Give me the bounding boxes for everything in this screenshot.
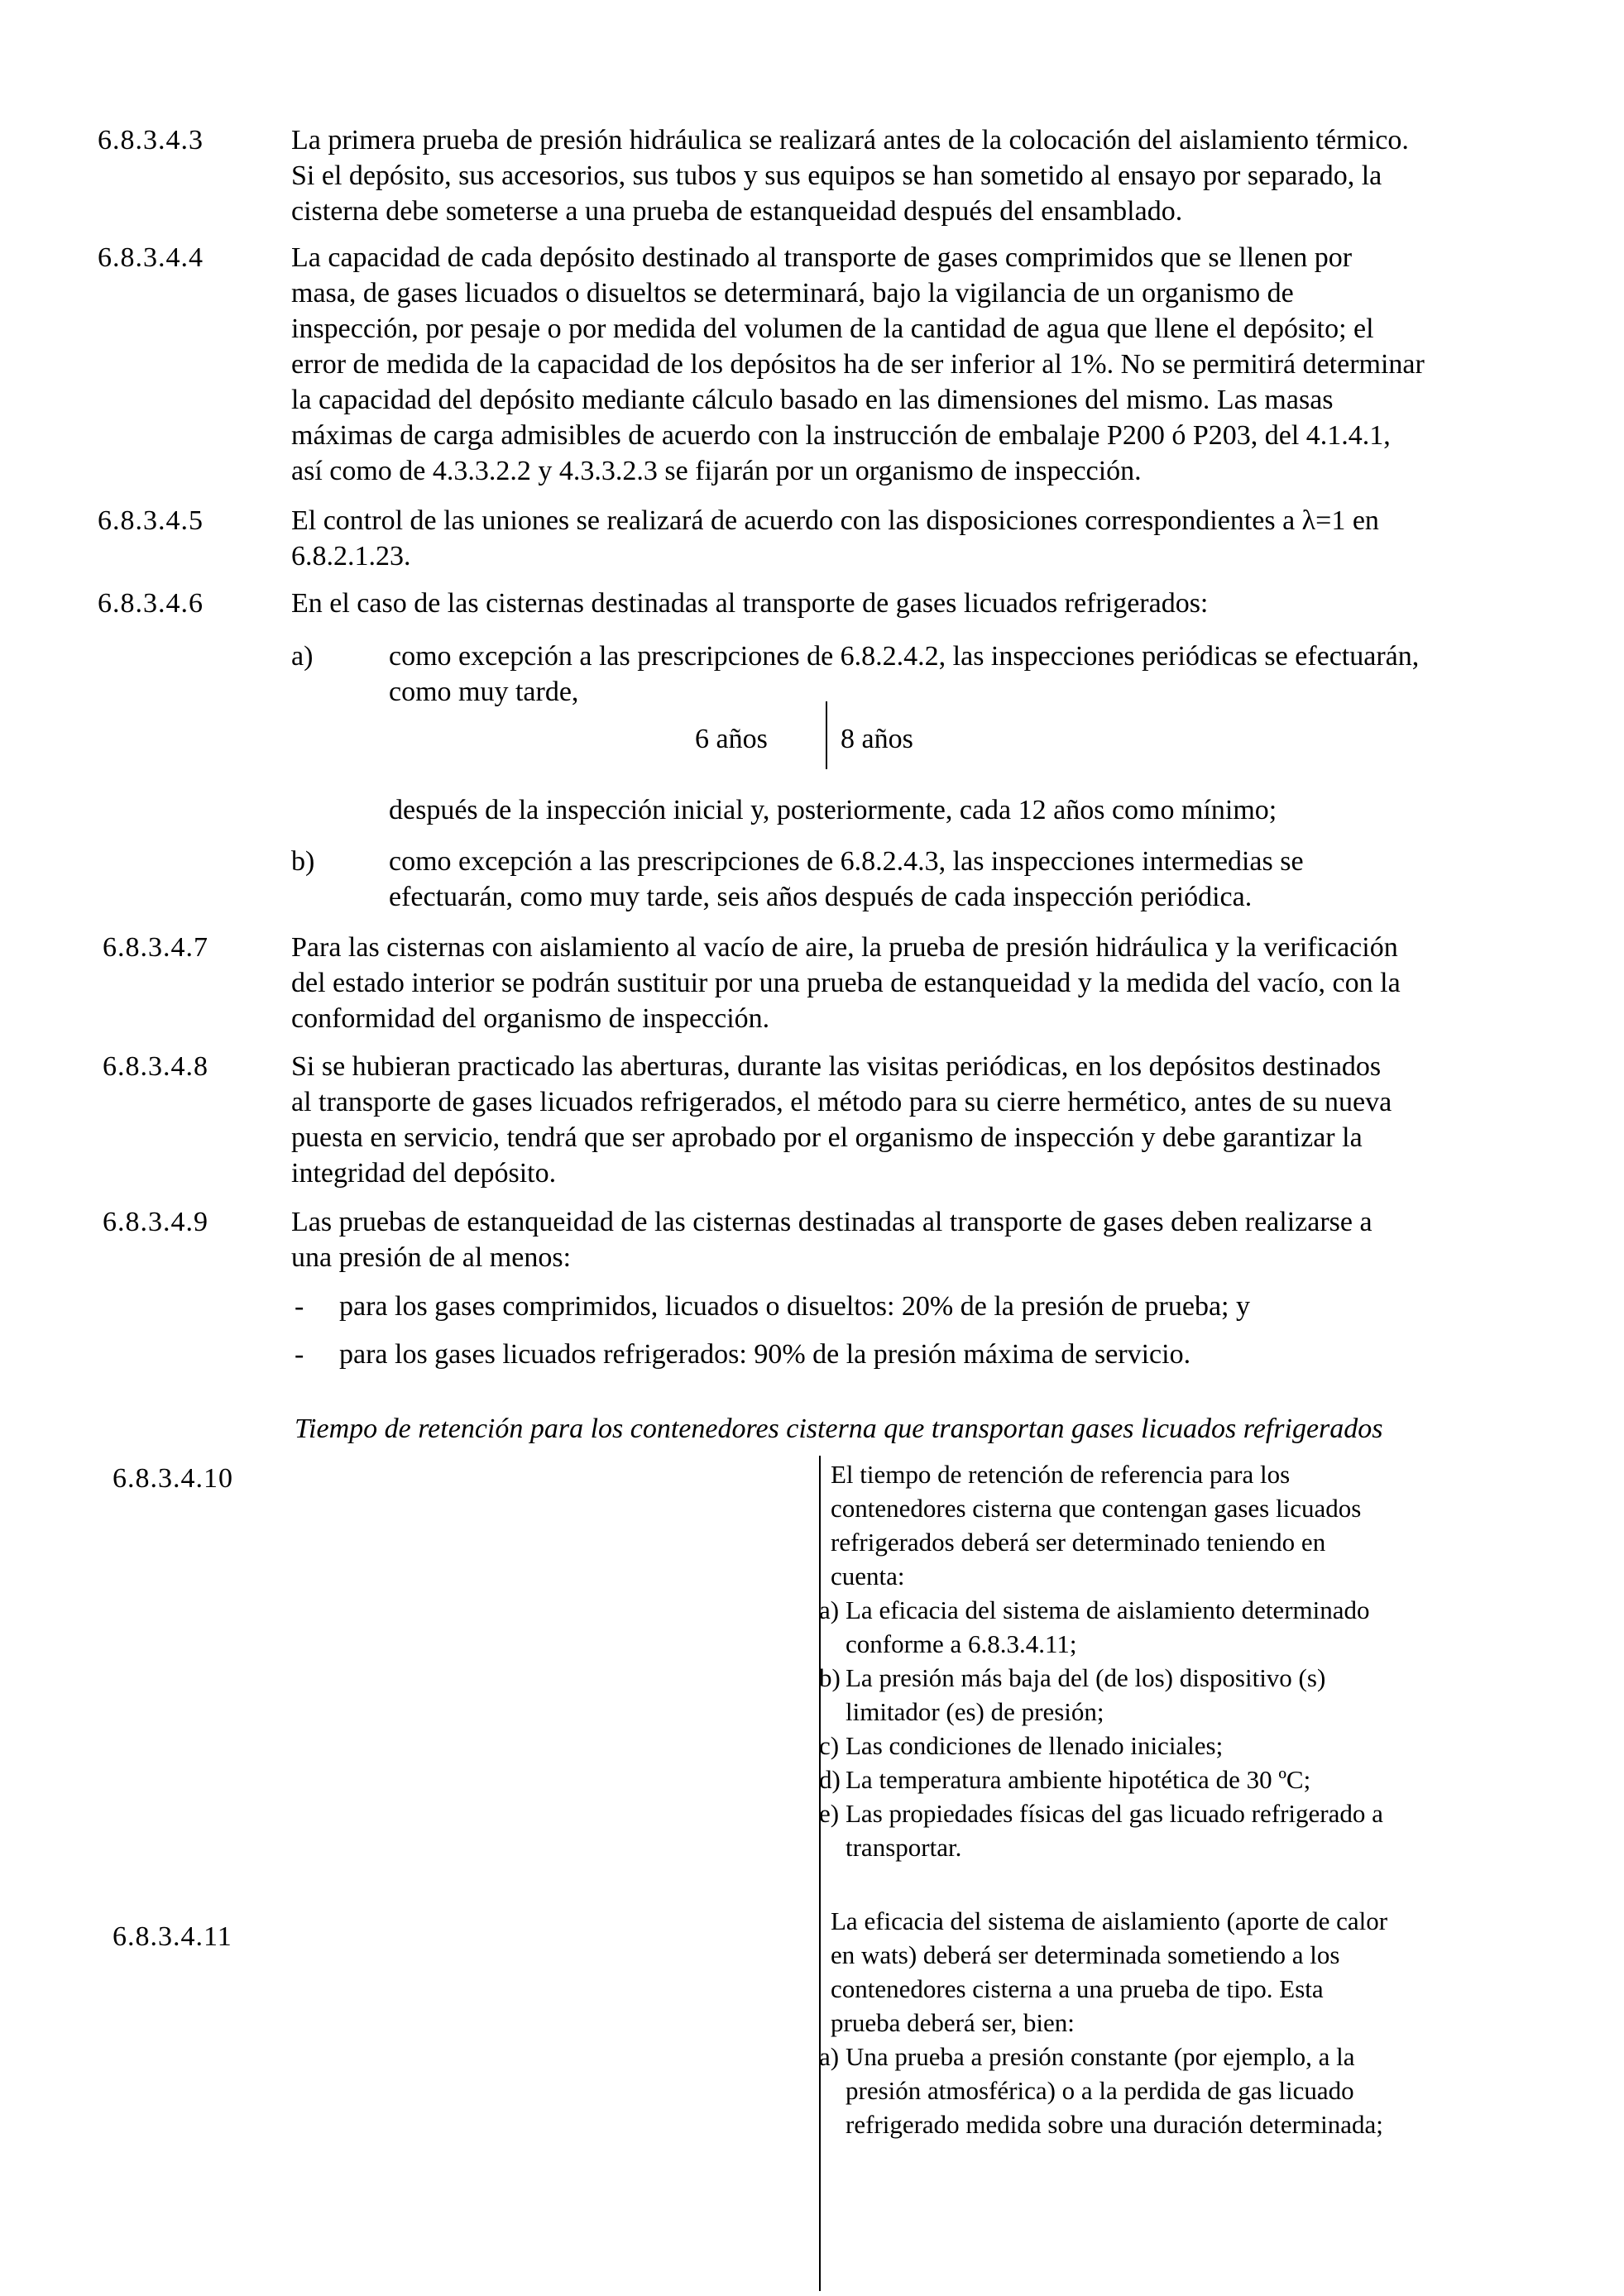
section-number: 6.8.3.4.6: [98, 588, 204, 619]
text-line: Las condiciones de llenado iniciales;: [846, 1731, 1224, 1760]
list-item-text: [846, 1661, 1464, 1729]
text-line: la capacidad del depósito mediante cálculo basado en las dimensiones del mismo. Las masas: [291, 385, 1334, 415]
section-number: 6.8.3.4.4: [98, 242, 204, 273]
text-line: conformidad del organismo de inspección.: [291, 1003, 770, 1034]
text-line: como excepción a las prescripciones de 6.8.2.4.3, las inspecciones intermedias se: [389, 846, 1304, 877]
text-line: Para las cisternas con aislamiento al vacío de aire, la prueba de presión hidráulica y la verificación: [291, 932, 1398, 963]
text-line: La eficacia del sistema de aislamiento determinado: [846, 1595, 1370, 1624]
text-line: La primera prueba de presión hidráulica se realizará antes de la colocación del aislamiento térmico.: [291, 125, 1409, 155]
text-line: Las pruebas de estanqueidad de las cisternas destinadas al transporte de gases deben realizarse a: [291, 1207, 1372, 1237]
text-line: inspección, por pesaje o por medida del volumen de la cantidad de agua que llene el depósito; el: [291, 313, 1374, 344]
list-label: a): [819, 2042, 840, 2071]
list-label: c): [819, 1731, 840, 1760]
column-rule: [819, 1456, 821, 2291]
text-line: así como de 4.3.3.2.2 y 4.3.3.2.3 se fijarán por un organismo de inspección.: [291, 456, 1142, 486]
bullet-item: para los gases licuados refrigerados: 90% de la presión máxima de servicio.: [339, 1339, 1191, 1370]
list-item-text: [846, 1796, 1464, 1864]
section-number: 6.8.3.4.3: [98, 125, 204, 155]
text-line: contenedores cisterna que contengan gases licuados: [831, 1494, 1362, 1523]
subheading: Tiempo de retención para los contenedores cisterna que transportan gases licuados refrigerados: [295, 1413, 1383, 1444]
paragraph: [831, 1457, 1464, 1593]
text-line: puesta en servicio, tendrá que ser aprobado por el organismo de inspección y debe garantizar la: [291, 1122, 1363, 1153]
text-line: una presión de al menos:: [291, 1242, 572, 1273]
text-line: prueba deberá ser, bien:: [831, 2008, 1075, 2037]
text-line: error de medida de la capacidad de los depósitos ha de ser inferior al 1%. No se permitirá determinar: [291, 349, 1425, 380]
text-line: Las propiedades físicas del gas licuado refrigerado a: [846, 1799, 1383, 1828]
text-line: Una prueba a presión constante (por ejemplo, a la: [846, 2042, 1355, 2071]
list-item-text: [846, 1729, 1464, 1763]
section-text: [291, 122, 1479, 229]
list-label: b): [291, 846, 315, 877]
text-line: Si el depósito, sus accesorios, sus tubos y sus equipos se han sometido al ensayo por separado, la: [291, 160, 1382, 191]
text-line: contenedores cisterna a una prueba de tipo. Esta: [831, 1974, 1324, 2003]
bullet-dash: -: [295, 1339, 304, 1370]
text-line: La capacidad de cada depósito destinado al transporte de gases comprimidos que se llenen por: [291, 242, 1353, 273]
section-number: 6.8.3.4.7: [103, 932, 208, 963]
text-line: presión atmosférica) o a la perdida de gas licuado: [846, 2076, 1354, 2105]
bullet-item: para los gases comprimidos, licuados o disueltos: 20% de la presión de prueba; y: [339, 1291, 1250, 1322]
list-label: a): [291, 641, 314, 672]
text-line: en wats) deberá ser determinada sometiendo a los: [831, 1940, 1340, 1969]
section-text: [291, 503, 1479, 574]
text-line: del estado interior se podrán sustituir por una prueba de estanqueidad y la medida del vacío, con la: [291, 968, 1401, 998]
section-intro: En el caso de las cisternas destinadas al transporte de gases licuados refrigerados:: [291, 588, 1209, 619]
text-line: transportar.: [846, 1833, 962, 1862]
text-line: máximas de carga admisibles de acuerdo con la instrucción de embalaje P200 ó P203, del 4.1.4.1,: [291, 420, 1391, 451]
years-left: 6 años: [695, 724, 768, 754]
list-item-text: [846, 2040, 1464, 2141]
years-right: 8 años: [841, 724, 913, 754]
text-line: El control de las uniones se realizará de acuerdo con las disposiciones correspondientes a λ=1 en: [291, 505, 1379, 536]
text-line: integridad del depósito.: [291, 1158, 557, 1189]
text-line: cisterna debe someterse a una prueba de estanqueidad después del ensamblado.: [291, 196, 1183, 227]
bullet-dash: -: [295, 1291, 304, 1322]
text-line: limitador (es) de presión;: [846, 1697, 1104, 1726]
section-text: [291, 240, 1479, 489]
text-line: refrigerado medida sobre una duración determinada;: [846, 2110, 1383, 2139]
list-label: b): [819, 1663, 841, 1692]
text-line: como muy tarde,: [389, 677, 579, 707]
text-line: al transporte de gases licuados refrigerados, el método para su cierre hermético, antes de su nueva: [291, 1087, 1392, 1117]
text-line: efectuarán, como muy tarde, seis años después de cada inspección periódica.: [389, 882, 1253, 912]
text-line: La eficacia del sistema de aislamiento (aporte de calor: [831, 1906, 1388, 1935]
text-line: como excepción a las prescripciones de 6.8.2.4.2, las inspecciones periódicas se efectuarán,: [389, 641, 1420, 672]
text-line: El tiempo de retención de referencia para los: [831, 1460, 1291, 1489]
paragraph: [831, 1904, 1464, 2040]
text-line: conforme a 6.8.3.4.11;: [846, 1629, 1077, 1658]
list-label: d): [819, 1765, 841, 1794]
column-divider: [826, 701, 827, 769]
section-number: 6.8.3.4.9: [103, 1207, 208, 1237]
list-label: e): [819, 1799, 840, 1828]
text-line: 6.8.2.1.23.: [291, 541, 411, 572]
list-item-continuation: después de la inspección inicial y, posteriormente, cada 12 años como mínimo;: [389, 795, 1277, 825]
section-number: 6.8.3.4.8: [103, 1051, 208, 1082]
section-text: [291, 1049, 1479, 1191]
section-text: [291, 930, 1479, 1036]
text-line: Si se hubieran practicado las aberturas, durante las visitas periódicas, en los depósitos destinados: [291, 1051, 1382, 1082]
text-line: La presión más baja del (de los) dispositivo (s): [846, 1663, 1326, 1692]
list-item-text: [846, 1763, 1464, 1796]
list-label: a): [819, 1595, 840, 1624]
list-item-text: [846, 1593, 1464, 1661]
text-line: refrigerados deberá ser determinado teniendo en: [831, 1528, 1326, 1557]
section-number: 6.8.3.4.11: [113, 1921, 232, 1952]
section-text: [291, 1204, 1479, 1275]
list-item-text: [389, 639, 1479, 710]
section-number: 6.8.3.4.5: [98, 505, 204, 536]
section-number: 6.8.3.4.10: [113, 1463, 233, 1494]
text-line: La temperatura ambiente hipotética de 30 ºC;: [846, 1765, 1311, 1794]
text-line: cuenta:: [831, 1562, 905, 1590]
text-line: masa, de gases licuados o disueltos se determinará, bajo la vigilancia de un organismo de: [291, 278, 1294, 309]
list-item-text: [389, 844, 1479, 915]
